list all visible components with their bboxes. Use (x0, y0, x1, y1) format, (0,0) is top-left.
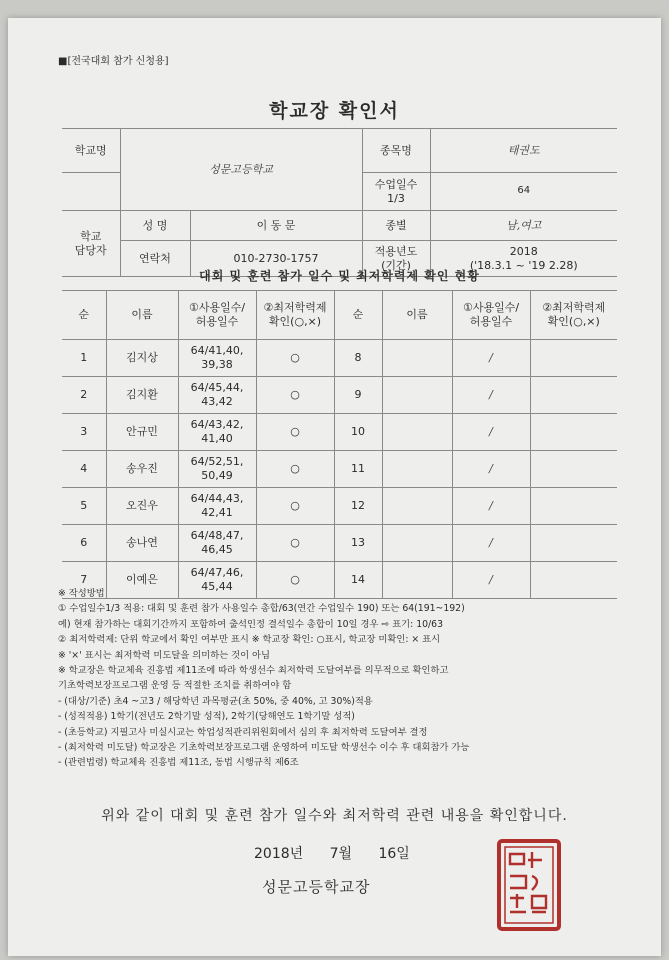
col-header-check: ②최저학력제 확인(○,×) (256, 291, 334, 340)
teacher-name-value: 이 동 문 (190, 211, 362, 241)
year-label: 적용년도 (기간) (362, 241, 430, 277)
col-header-name: 이름 (106, 291, 178, 340)
table-row: 1 김지상 64/41,40, 39,38 ○ 8 / (62, 340, 617, 377)
col-header-check-2: ②최저학력제 확인(○,×) (530, 291, 617, 340)
days-cell: 64/52,51, 50,49 (178, 451, 256, 488)
note-line: 기초학력보장프로그램 운영 등 적절한 조치를 취하여야 함 (58, 680, 292, 692)
days-cell: 64/45,44, 43,42 (178, 377, 256, 414)
teacher-label: 학교 담당자 (62, 211, 120, 277)
document-title: 학교장 확인서 (269, 100, 400, 122)
note-line: - (대상/기준) 초4 ~고3 / 해당학년 과목평균(초 50%, 중 40%, 고 30%)적용 (58, 695, 373, 707)
note-line: - (성적적용) 1학기(전년도 2학기말 성적), 2학기(당해연도 1학기말 성적) (58, 711, 355, 723)
col-header-no: 순 (62, 291, 106, 340)
table-row: 6 송나연 64/48,47, 46,45 ○ 13 / (62, 525, 617, 562)
table-row: 7 이예은 64/47,46, 45,44 ○ 14 / (62, 562, 617, 599)
gender-label: 종별 (362, 211, 430, 241)
note-line: - (초등학교) 지필고사 미실시교는 학업성적관리위원회에서 심의 후 최저학력 도달여부 결정 (58, 726, 428, 738)
col-header-no-2: 순 (334, 291, 382, 340)
gender-value: 남,여고 (430, 211, 617, 241)
class-days-label: 수업일수 1/3 (362, 173, 430, 211)
note-line: ※ 학교장은 학교체육 진흥법 제11조에 따라 학생선수 최저학력 도달여부를 의무적으로 확인하고 (58, 665, 449, 677)
note-line: ② 최저학력제: 단위 학교에서 확인 여부만 표시 ※ 학교장 확인: ○표시, 학교장 미확인: × 표시 (58, 634, 441, 646)
note-line: ① 수업일수1/3 적용: 대회 및 훈련 참가 사용일수 총합/63(연간 수업일수 190) 또는 64(191~192) (58, 603, 465, 615)
col-header-days-2: ①사용일수/ 허용일수 (452, 291, 530, 340)
days-cell: 64/44,43, 42,41 (178, 488, 256, 525)
year-value: 2018 ('18.3.1 ~ '19 2.28) (430, 241, 617, 277)
table-row: 4 송우진 64/52,51, 50,49 ○ 11 / (62, 451, 617, 488)
note-line: ※ 작성방법 (58, 588, 105, 599)
participation-table (62, 290, 617, 599)
table-row: 3 안규민 64/43,42, 41,40 ○ 10 / (62, 414, 617, 451)
form-type-label: ■[전국대회 참가 신청용] (58, 56, 169, 67)
col-header-name-2: 이름 (382, 291, 452, 340)
days-cell: 64/43,42, 41,40 (178, 414, 256, 451)
school-info-table (62, 128, 617, 277)
col-header-days: ①사용일수/ 허용일수 (178, 291, 256, 340)
class-days-value: 64 (430, 173, 617, 211)
days-cell: 64/47,46, 45,44 (178, 562, 256, 599)
table-row: 5 오진우 64/44,43, 42,41 ○ 12 / (62, 488, 617, 525)
days-cell: 64/48,47, 46,45 (178, 525, 256, 562)
contact-label: 연락처 (120, 241, 190, 277)
note-line: 예) 현재 참가하는 대회기간까지 포함하여 출석인정 결석일수 총합이 10일 경우 ⇨ 표기: 10/63 (58, 618, 444, 630)
note-line: - (관련법령) 학교체육 진흥법 제11조, 동법 시행규칙 제6조 (58, 757, 299, 769)
sport-value: 태권도 (430, 129, 617, 173)
table-row: 2 김지환 64/45,44, 43,42 ○ 9 / (62, 377, 617, 414)
school-name-label: 학교명 (62, 129, 120, 173)
confirmation-statement: 위와 같이 대회 및 훈련 참가 일수와 최저학력 관련 내용을 확인합니다. (101, 808, 568, 824)
note-line: ※ '×' 표시는 최저학력 미도달을 의미하는 것이 아님 (58, 649, 271, 661)
school-seal-stamp (496, 838, 562, 932)
days-cell: 64/41,40, 39,38 (178, 340, 256, 377)
instructions-notes (58, 586, 643, 771)
note-line: - (최저학력 미도달) 학교장은 기초학력보장프로그램 운영하여 미도달 학생선수 이수 후 대회참가 가능 (58, 742, 470, 754)
sport-label: 종목명 (362, 129, 430, 173)
contact-value: 010-2730-1757 (190, 241, 362, 277)
document-date: 2018년 7월 16일 (254, 846, 410, 862)
school-name-value: 성문고등학교 (120, 129, 362, 211)
teacher-name-label: 성 명 (120, 211, 190, 241)
principal-signature: 성문고등학교장 (262, 878, 371, 896)
section-title: 대회 및 훈련 참가 일수 및 최저학력제 확인 현황 (199, 269, 480, 283)
